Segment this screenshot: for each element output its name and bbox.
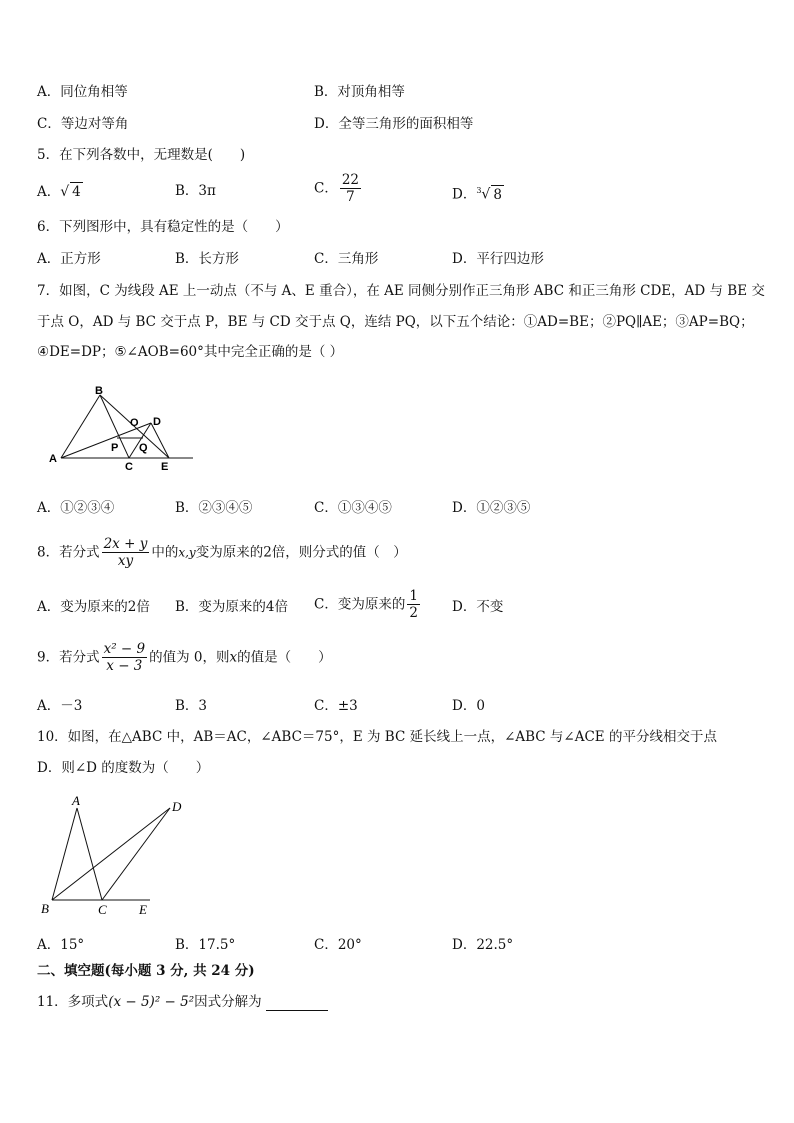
q4-option-c: C．等边对等角: [37, 116, 129, 132]
q10-label-b: B: [41, 901, 49, 916]
q8-option-d: D．不变: [452, 599, 504, 615]
q6-option-a: A．正方形: [37, 251, 101, 267]
q7-figure: [45, 383, 200, 473]
q7-option-a: A．①②③④: [37, 500, 115, 516]
q7-label-o: O: [130, 417, 139, 429]
q7-line-ab: [61, 395, 100, 458]
q6-option-b: B．长方形: [175, 251, 239, 267]
q9-option-c: C．±3: [314, 698, 358, 714]
q10-label-a: A: [72, 793, 80, 808]
q7-label-d: D: [153, 416, 161, 428]
q7-label-q: Q: [139, 442, 148, 454]
q9-fraction: $\frac{\text{x² − 9}}{x - 3}$: [103, 641, 146, 674]
section-fill-in-title: 二、填空题(每小题 3 分, 共 24 分): [37, 963, 255, 979]
q10-figure: [38, 792, 198, 922]
q6-option-d: D．平行四边形: [452, 251, 544, 267]
q10-option-a: A．15°: [37, 937, 85, 953]
q10-option-b: B．17.5°: [175, 937, 236, 953]
q8-option-a: A．变为原来的2倍: [37, 599, 150, 615]
q10-line-cd: [102, 808, 170, 900]
q10-label-c: C: [98, 902, 107, 917]
q7-label-p: P: [111, 442, 119, 454]
q7-label-c: C: [125, 461, 133, 473]
q5-stem: 5．在下列各数中，无理数是( ): [37, 147, 246, 163]
q10-stem-line2: D．则∠D 的度数为（ ）: [37, 760, 210, 776]
q11-expression: (x − 5)² − 5²: [108, 994, 195, 1010]
q10-line-ac: [77, 808, 102, 900]
q8-stem: 8．若分式 $\frac{2x + y}{xy}$ 中的x,y变为原来的2倍，则分式的值（ ）: [37, 536, 407, 569]
q10-line-bd: [52, 808, 170, 900]
q5-option-a-radicand: 4: [72, 184, 81, 200]
q9-option-b: B．3: [175, 698, 208, 714]
q5-option-b: B．3π: [175, 183, 216, 199]
q7-stem-line1: 7．如图，C 为线段 AE 上一动点（不与 A、E 重合），在 AE 同侧分别作正三角形 ABC 和正三角形 CDE，AD 与 BE 交: [37, 283, 765, 299]
q6-option-c: C．三角形: [314, 251, 379, 267]
q10-option-c: C．20°: [314, 937, 362, 953]
q9-option-a: A．－3: [37, 698, 83, 714]
q9-stem: 9．若分式 $\frac{\text{x² − 9}}{x - 3}$ 的值为 0，则x的值是（ ）: [37, 641, 332, 674]
q4-option-a: A．同位角相等: [37, 84, 128, 100]
q7-line-de: [151, 423, 169, 458]
q10-stem-line1: 10．如图，在△ABC 中，AB＝AC，∠ABC＝75°，E 为 BC 延长线上一点，∠ABC 与∠ACE 的平分线相交于点: [37, 729, 717, 745]
q7-label-b: B: [95, 385, 103, 397]
q7-stem-line2: 于点 O，AD 与 BC 交于点 P，BE 与 CD 交于点 Q，连结 PQ，以下五个结论：①AD=BE；②PQ∥AE；③AP=BQ；: [37, 314, 754, 330]
q7-option-b: B．②③④⑤: [175, 500, 253, 516]
q4-option-b: B．对顶角相等: [314, 84, 405, 100]
q5-option-a: A．√ 4: [37, 184, 81, 200]
q7-label-e: E: [161, 461, 169, 473]
q10-line-ab: [52, 808, 77, 900]
q7-option-c: C．①③④⑤: [314, 500, 392, 516]
q5-option-c: C． $\frac{22}{7}$: [314, 172, 360, 205]
q10-label-e: E: [139, 902, 147, 917]
q7-option-d: D．①②③⑤: [452, 500, 531, 516]
q7-label-a: A: [49, 453, 57, 465]
q6-stem: 6．下列图形中，具有稳定性的是（ ）: [37, 219, 289, 235]
q10-option-d: D．22.5°: [452, 937, 514, 953]
q10-label-d: D: [172, 799, 182, 814]
q8-fraction: $\frac{2x + y}{xy}$: [103, 536, 148, 569]
q11-stem: 11．多项式(x − 5)² − 5²因式分解为: [37, 993, 328, 1011]
q8-option-b: B．变为原来的4倍: [175, 599, 289, 615]
q4-option-d: D．全等三角形的面积相等: [314, 116, 474, 132]
q9-option-d: D．0: [452, 698, 485, 714]
q11-answer-blank[interactable]: [266, 996, 328, 1011]
q5-option-d: D．$^3$√ 8: [452, 186, 502, 203]
q7-stem-line3: ④DE=DP；⑤∠AOB=60°其中完全正确的是（ ）: [37, 344, 344, 360]
q8-option-c: C．变为原来的 $\frac{1}{2}$: [314, 588, 418, 621]
